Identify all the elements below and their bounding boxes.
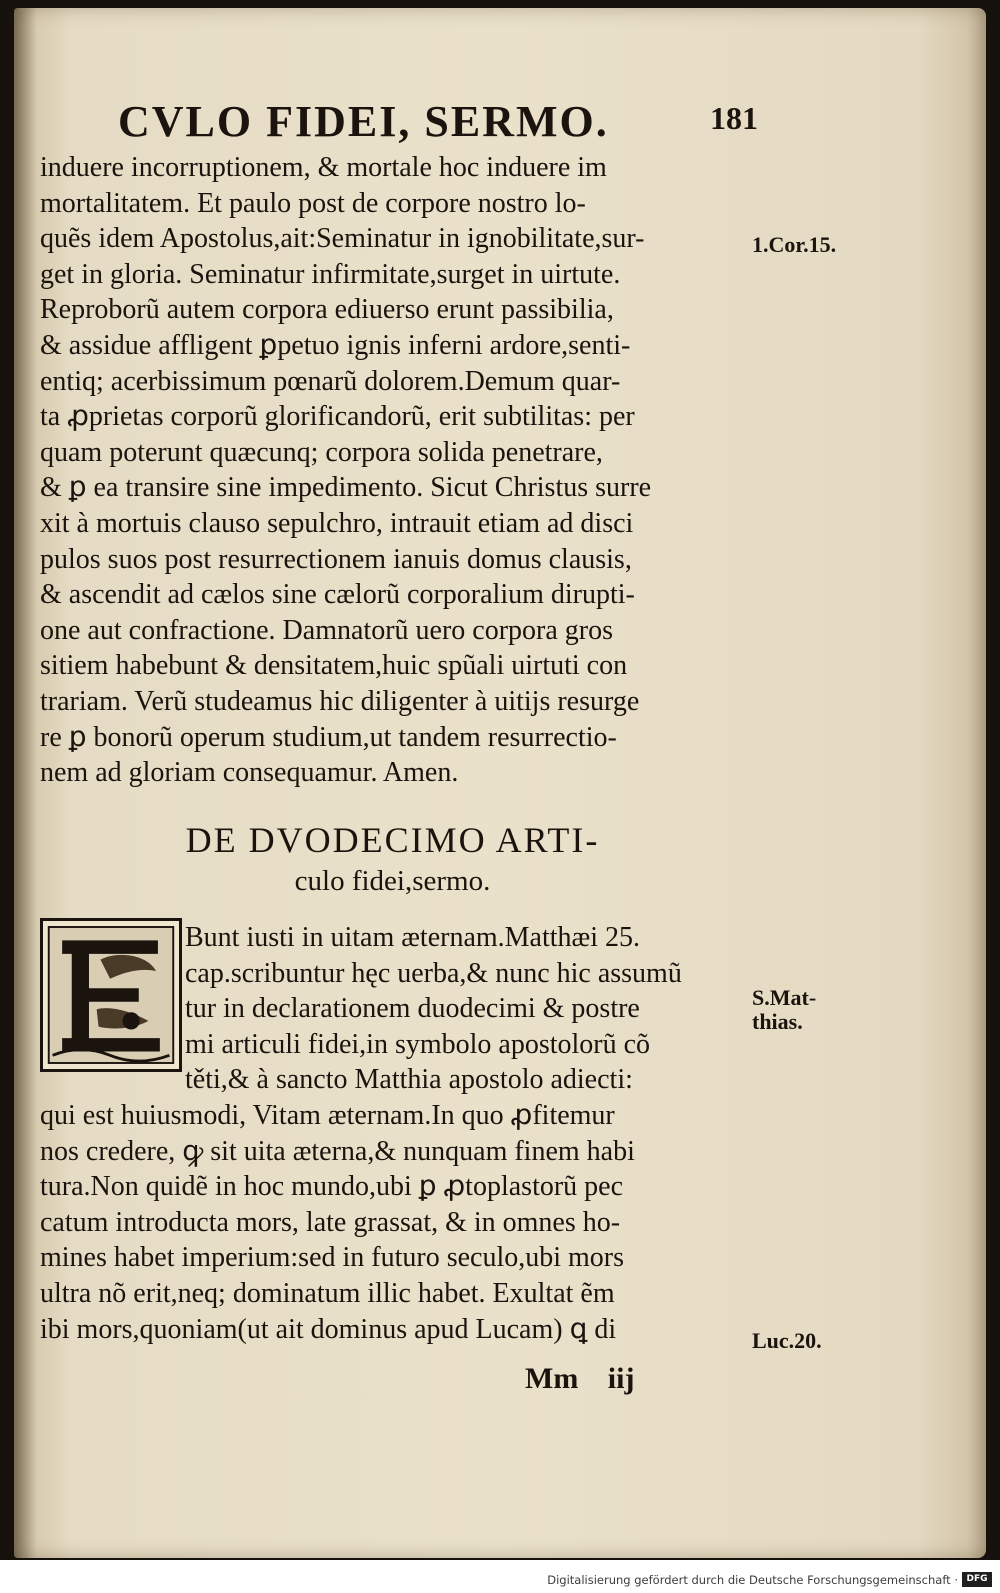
text-line: Bunt iusti in uitam æternam.Matthæi 25. (185, 922, 640, 953)
text-line: entiq; acerbissimum pœnarũ dolorem.Demum quar- (40, 365, 621, 397)
initial-paragraph-lines (185, 920, 745, 1098)
text-line: ibi mors,quoniam(ut ait dominus apud Lucam) ꝗ di (40, 1313, 617, 1345)
page-gutter-shadow (14, 8, 36, 1558)
text-line: těti,& à sancto Matthia apostolo adiecti: (185, 1064, 633, 1096)
text-line: Reproborũ autem corpora ediuerso erunt passibilia, (40, 294, 614, 326)
text-line: catum introducta mors, late grassat, & in omnes ho- (40, 1206, 621, 1238)
text-line: sitiem habebunt & densitatem,huic spũali uirtuti con (40, 650, 628, 682)
text-line: re ꝑ bonorũ operum studium,ut tandem resurrectio- (40, 721, 617, 753)
text-line: nos credere, ꝙ sit uita æterna,& nunquam finem habi (40, 1135, 635, 1167)
text-line: one aut confractione. Damnatorũ uero corpora gros (40, 614, 613, 646)
section-text-block (40, 1098, 745, 1347)
running-title: CVLO FIDEI, SERMO. (118, 97, 609, 146)
margin-note-matthias (752, 986, 816, 1034)
decorated-initial-e (40, 918, 182, 1072)
woodcut-initial-icon (43, 921, 179, 1069)
text-line: trariam. Verũ studeamus hic diligenter à uitijs resurge (40, 685, 640, 717)
text-line: & assidue affligent ꝑpetuo ignis inferni ardore,senti- (40, 329, 631, 361)
text-line: mi articuli fidei,in symbolo apostolorũ cõ (185, 1028, 651, 1060)
text-line: & ascendit ad cælos sine cælorũ corporalium dirupti- (40, 579, 635, 611)
text-line: cap.scribuntur hęc uerba,& nunc hic assumũ (185, 957, 682, 989)
text-line: nem ad gloriam consequamur. Amen. (40, 757, 459, 789)
section-heading (40, 818, 745, 900)
signature-mark: Mm iij (525, 1362, 635, 1395)
text-line: quẽs idem Apostolus,ait:Seminatur in ignobilitate,sur- (40, 223, 645, 255)
margin-note-cor: 1.Cor.15. (752, 232, 837, 257)
text-line: mortalitatem. Et paulo post de corpore nostro lo- (40, 187, 586, 219)
section-subtitle-line: culo fidei,sermo. (294, 865, 491, 897)
margin-note-matthias-line: S.Mat- (752, 985, 817, 1010)
text-line: ultra nõ erit,neq; dominatum illic habet. Exultat ẽm (40, 1277, 615, 1309)
margin-note-matthias-line: thias. (752, 1009, 803, 1034)
text-line: xit à mortuis clauso sepulchro, intrauit etiam ad disci (40, 507, 634, 539)
dfg-logo: DFG (962, 1572, 992, 1587)
text-line: induere incorruptionem, & mortale hoc induere im (40, 152, 607, 183)
text-line: quam poterunt quæcunq; corpora solida penetrare, (40, 436, 603, 468)
digitization-footer (0, 1560, 1000, 1593)
funding-credit: Digitalisierung gefördert durch die Deutsche Forschungsgemeinschaft · (547, 1573, 958, 1587)
body-text-block (40, 150, 745, 791)
section-title-line: DE DVODECIMO ARTI- (185, 820, 600, 860)
text-line: get in gloria. Seminatur infirmitate,surget in uirtute. (40, 258, 621, 290)
page-header (118, 96, 758, 146)
text-line: tura.Non quidẽ in hoc mundo,ubi ꝑ ꝓtoplastorũ pec (40, 1171, 624, 1203)
text-line: qui est huiusmodi, Vitam æternam.In quo ꝓfitemur (40, 1100, 615, 1131)
text-line: pulos suos post resurrectionem ianuis domus clausis, (40, 543, 632, 575)
text-line: & ꝑ ea transire sine impedimento. Sicut Christus surre (40, 472, 652, 504)
text-line: tur in declarationem duodecimi & postre (185, 993, 640, 1025)
text-line: mines habet imperium:sed in futuro seculo,ubi mors (40, 1242, 625, 1274)
text-line: ta ꝓprietas corporũ glorificandorũ, erit subtilitas: per (40, 401, 635, 433)
margin-note-luc: Luc.20. (752, 1328, 822, 1353)
folio-number: 181 (710, 100, 758, 136)
